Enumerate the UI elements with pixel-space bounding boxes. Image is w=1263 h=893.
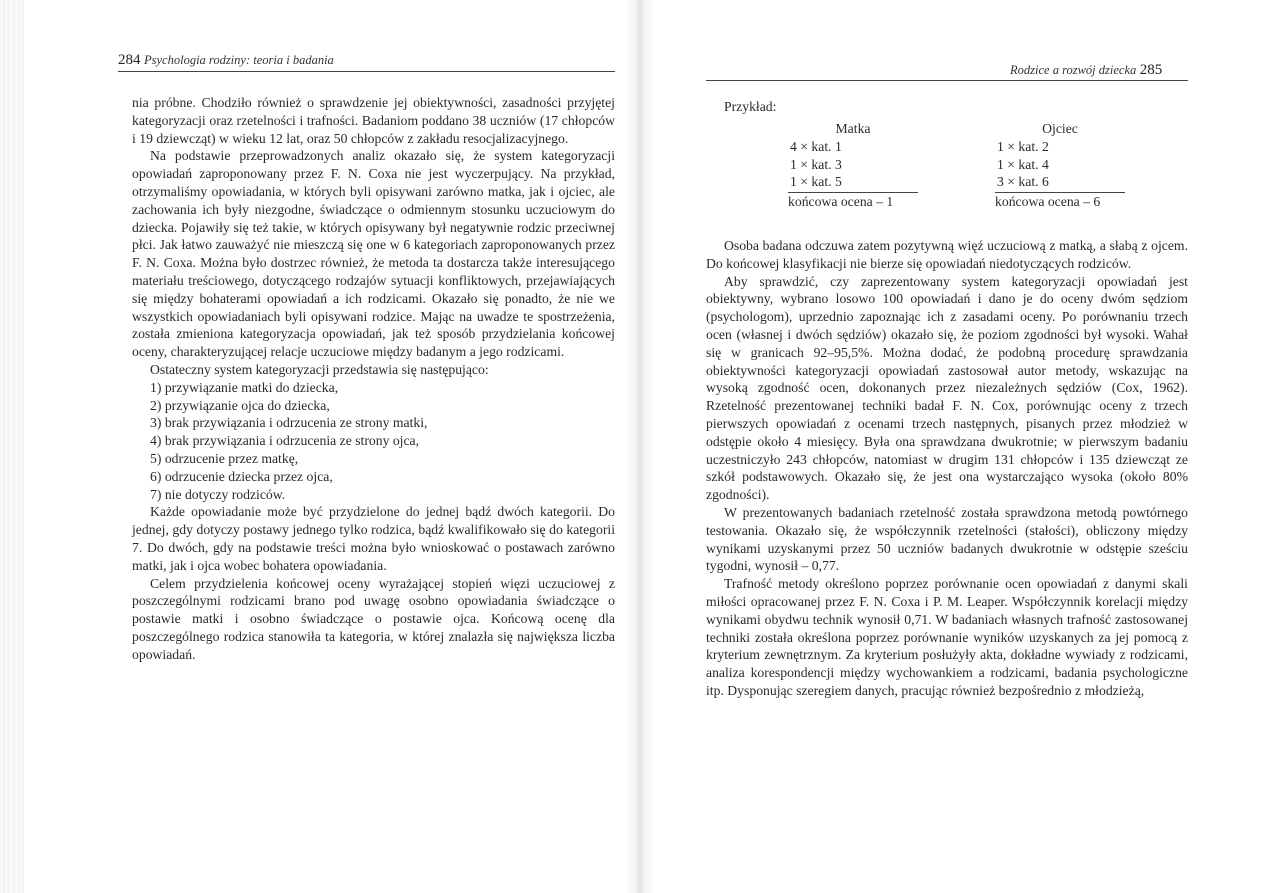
- paragraph: Celem przydzielenia końcowej oceny wyrażającej stopień więzi uczuciowej z poszczególnymi rodzicami brano pod uwagę osobno opowiadania świadczące o postawie matki i osobno świadczące o postawie ojca. Końcową ocenę dla poszczególnego rodzica stanowiła ta kategoria, w której znalazła się największa liczba opowiadań.: [132, 575, 615, 662]
- left-body-text: [132, 94, 615, 664]
- left-running-title: Psychologia rodziny: teoria i badania: [144, 53, 334, 67]
- category-item: 1) przywiązanie matki do dziecka,: [150, 379, 339, 395]
- left-page-number: 284: [118, 52, 141, 68]
- category-item: 3) brak przywiązania i odrzucenia ze strony matki,: [150, 415, 428, 431]
- right-page-header: [1010, 62, 1162, 79]
- example-label: Przykład:: [724, 99, 777, 114]
- right-running-title: Rodzice a rozwój dziecka: [1010, 63, 1137, 77]
- category-item: 5) odrzucenie przez matkę,: [150, 450, 299, 466]
- right-body-text: [706, 237, 1188, 700]
- example-mother-column: [788, 120, 918, 211]
- paragraph: Trafność metody określono poprzez porównanie ocen opowiadań z danymi skali miłości opracowanej przez F. N. Coxa i P. M. Leaper. Współczynnik korelacji między wynikami obydwu technik wynosił 0,71. W badaniach własnych trafność zastosowanej techniki została określona poprzez porównanie wyników uzyskanych za jej pomocą z kryterium zewnętrznym. Za kryterium posłużyły akta, dokładne wywiady z rodzicami, analiza korespondencji między wychowankiem a rodzicami, badania psychologiczne itp. Dysponując szeregiem danych, pracując również bezpośrednio z młodzieżą,: [706, 576, 1188, 698]
- category-item: 2) przywiązanie ojca do dziecka,: [150, 397, 330, 413]
- father-row: 1 × kat. 4: [997, 156, 1049, 172]
- paragraph: Każde opowiadanie może być przydzielone do jednej bądź dwóch kategorii. Do jednej, gdy dotyczy postawy jednego tylko rodzica, bądź kwalifikowało się do kategorii 7. Do dwóch, gdy na podstawie treści można było wnioskować o postawach zarówno matki, jak i ojca wobec bohatera opowiadania.: [132, 504, 615, 573]
- left-page-header: [118, 52, 334, 69]
- paragraph: Osoba badana odczuwa zatem pozytywną więź uczuciową z matką, a słabą z ojcem. Do końcowej klasyfikacji nie bierze się opowiadań niedotyczących rodziców.: [706, 238, 1188, 271]
- mother-row: 4 × kat. 1: [790, 138, 842, 154]
- mother-final-score: końcowa ocena – 1: [788, 192, 918, 211]
- example-father-column: [995, 120, 1125, 211]
- category-list: [132, 379, 615, 504]
- right-header-rule: [706, 80, 1188, 81]
- category-item: 7) nie dotyczy rodziców.: [150, 486, 286, 502]
- father-header: Ojciec: [1042, 121, 1078, 136]
- right-page-number: 285: [1139, 62, 1163, 78]
- paragraph: Aby sprawdzić, czy zaprezentowany system kategoryzacji opowiadań jest obiektywny, wybrano losowo 100 opowiadań i dano je do oceny dwóm sędziom (psychologom), uprzednio zapoznając ich z zasadami oceny. Po porównaniu trzech ocen (własnej i dwóch sędziów) okazało się, że poziom zgodności był wysoki. Wahał się w granicach 92–95,5%. Można dodać, że podobną procedurę sprawdzania obiektywności kategoryzacji opowiadań zastosował autor metody, wskazując na wysoką zgodność ocen, dokonanych przez niezależnych sędziów (Cox, 1962). Rzetelność prezentowanej techniki badał F. N. Cox, porównując oceny z trzech pierwszych opowiadań z ocenami trzech następnych, pisanych przez młodzież w odstępie około 4 miesięcy. Była ona sprawdzana dwukrotnie; w pierwszym badaniu uczestniczyło 243 chłopców, natomiast w drugim 131 chłopców i 135 dziewcząt ze szkół podstawowych. Okazało się, że jest ona wystarczająco wysoka (około 80% zgodności).: [706, 273, 1188, 503]
- father-row: 1 × kat. 2: [997, 138, 1049, 154]
- left-header-rule: [118, 71, 615, 72]
- paragraph: Ostateczny system kategoryzacji przedstawia się następująco:: [150, 361, 489, 377]
- category-item: 4) brak przywiązania i odrzucenia ze strony ojca,: [150, 433, 420, 449]
- mother-row: 1 × kat. 5: [790, 174, 842, 190]
- paragraph: W prezentowanych badaniach rzetelność została sprawdzona metodą powtórnego testowania. Okazało się, że współczynnik rzetelności (stałości), obliczony między wynikami uzyskanymi przez 50 uczniów badanych dwukrotnie w odstępie sześciu tygodni, wynosił – 0,77.: [706, 504, 1188, 574]
- category-item: 6) odrzucenie dziecka przez ojca,: [150, 468, 333, 484]
- father-final-score: końcowa ocena – 6: [995, 192, 1125, 211]
- paragraph: Na podstawie przeprowadzonych analiz okazało się, że system kategoryzacji opowiadań zaproponowany przez F. N. Coxa nie jest wyczerpujący. Na przykład, otrzymaliśmy opowiadania, w których byli opisywani zarówno matka, jak i ojciec, ale zachowania ich były niezgodne, świadczące o odmiennym stosunku uczuciowym do dziecka. Pojawiły się też takie, w których opisywany był negatywnie rodzic przeciwnej płci. Jak łatwo zauważyć nie mieszczą się one w 6 kategoriach zaproponowanych przez F. N. Coxa. Można było dostrzec również, że metoda ta dostarcza także interesującego materiału treściowego, dotyczącego rodzajów sytuacji konfliktowych, przejawiających się między bohaterami opowiadań a ich rodzicami. Okazało się ponadto, że nie we wszystkich opowiadaniach byli opisywani rodzice. Mając na uwadze te spostrzeżenia, została zmieniona kategoryzacja opowiadań, jak też sposób przydzielania końcowej oceny, charakteryzującej relacje uczuciowe między badanym a jego rodzicami.: [132, 148, 615, 360]
- mother-row: 1 × kat. 3: [790, 156, 842, 172]
- father-row: 3 × kat. 6: [997, 174, 1049, 190]
- mother-header: Matka: [835, 121, 871, 136]
- paragraph: nia próbne. Chodziło również o sprawdzenie jej obiektywności, zasadności przyjętej kategoryzacji oraz rzetelności i trafności. Badaniom poddano 38 uczniów (17 chłopców i 19 dziewcząt) w wieku 12 lat, oraz 50 chłopców z zakładu resocjalizacyjnego.: [132, 95, 615, 146]
